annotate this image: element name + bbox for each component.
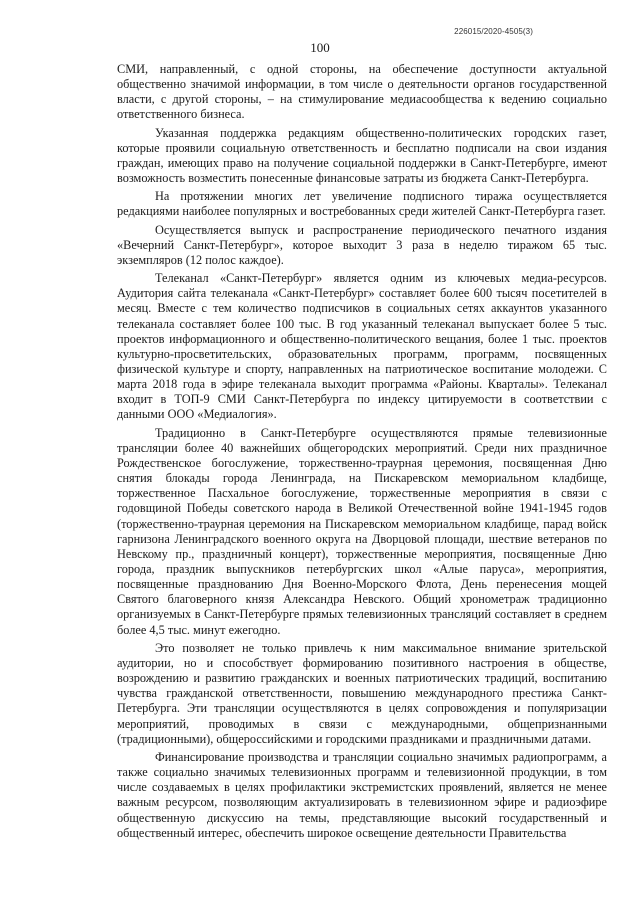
paragraph-4: Осуществляется выпуск и распространение периодического печатного издания «Вечерний Санкт-Петербург», которое выходит 3 раза в неделю тиражом 65 тыс. экземпляров (12 полос каждое).	[117, 222, 607, 267]
paragraph-5: Телеканал «Санкт-Петербург» является одним из ключевых медиа-ресурсов. Аудитория сайта телеканала «Санкт-Петербург» составляет более 600 тысяч посетителей в месяц. Вместе с тем количество подписчиков в социальных сетях аккаунтов указанного телеканала составляет более 100 тыс. В год указанный телеканал выпускает более 5 тыс. проектов информационного и общественно-политического вещания, более 1 тыс. проектов культурно-просветительских, образовательных программ, программ, посвященных физической культуре и спорту, направленных на патриотическое воспитание молодежи. С марта 2018 года в эфире телеканала выходит программа «Районы. Кварталы». Телеканал входит в ТОП-9 СМИ Санкт-Петербурга по индексу цитируемости в соответствии с данными ООО «Медиалогия».	[117, 271, 607, 422]
paragraph-2: Указанная поддержка редакциям общественно-политических городских газет, которые проявили социальную ответственность и бесплатно подписали на свои издания граждан, имеющих право на получение социальной поддержки в Санкт-Петербурге, имеют возможность возместить понесенные финансовые затраты из бюджета Санкт-Петербурга.	[117, 125, 607, 186]
paragraph-6: Традиционно в Санкт-Петербурге осуществляются прямые телевизионные трансляции более 40 важнейших общегородских мероприятий. Среди них праздничное Рождественское богослужение, торжественно-траурная церемония, посвященная Дню снятия блокады города Ленинграда, на Пискаревском мемориальном кладбище, торжественное Пасхальное богослужение, торжественные мероприятия в связи с годовщиной Победы советского народа в Великой Отечественной войне 1941-1945 годов (торжественно-траурная церемония на Пискаревском мемориальном кладбище, парад войск гарнизона Ленинградского военного округа на Дворцовой площади, шествие ветеранов по Невскому пр., праздничный концерт), торжественные мероприятия, посвященные Дню города, праздник выпускников петербургских школ «Алые паруса», мероприятия, посвященные празднованию Дня Военно-Морского Флота, День перенесения мощей Святого благоверного князя Александра Невского. Общий хронометраж традиционно организуемых в Санкт-Петербурге прямых телевизионных трансляций составляет в среднем более 4,5 тыс. минут ежегодно.	[117, 425, 607, 637]
paragraph-1: СМИ, направленный, с одной стороны, на обеспечение доступности актуальной общественно значимой информации, в том числе о деятельности органов государственной власти, с другой стороны, – на стимулирование медиасообщества к ведению социально ответственного бизнеса.	[117, 62, 607, 122]
page-number: 100	[310, 40, 330, 55]
document-id: 226015/2020-4505(3)	[454, 27, 533, 36]
paragraph-8: Финансирование производства и трансляции социально значимых радиопрограмм, а также социально значимых телевизионных программ и телевизионной продукции, в том числе создаваемых в целях профилактики экстремистских проявлений, является не менее важным ресурсом, позволяющим актуализировать в телевизионном эфире и радиоэфире общественную дискуссию на темы, представляющие высокий государственный и общественный интерес, обеспечить широкое освещение деятельности Правительства	[117, 749, 607, 840]
paragraph-7: Это позволяет не только привлечь к ним максимальное внимание зрительской аудитории, но и способствует формированию позитивного настроения в обществе, возрождению и развитию гражданских и военных патриотических традиций, воспитанию чувства гражданской ответственности, повышению международного престижа Санкт-Петербурга. Эти трансляции осуществляются в целях сопровождения и популяризации мероприятий, проводимых в связи с международными, общепризнанными (традиционными), общероссийскими и городскими праздниками и праздничными датами.	[117, 640, 607, 746]
document-body	[117, 62, 607, 844]
paragraph-3: На протяжении многих лет увеличение подписного тиража осуществляется редакциями наиболее популярных и востребованных среди жителей Санкт-Петербурга газет.	[117, 189, 607, 219]
